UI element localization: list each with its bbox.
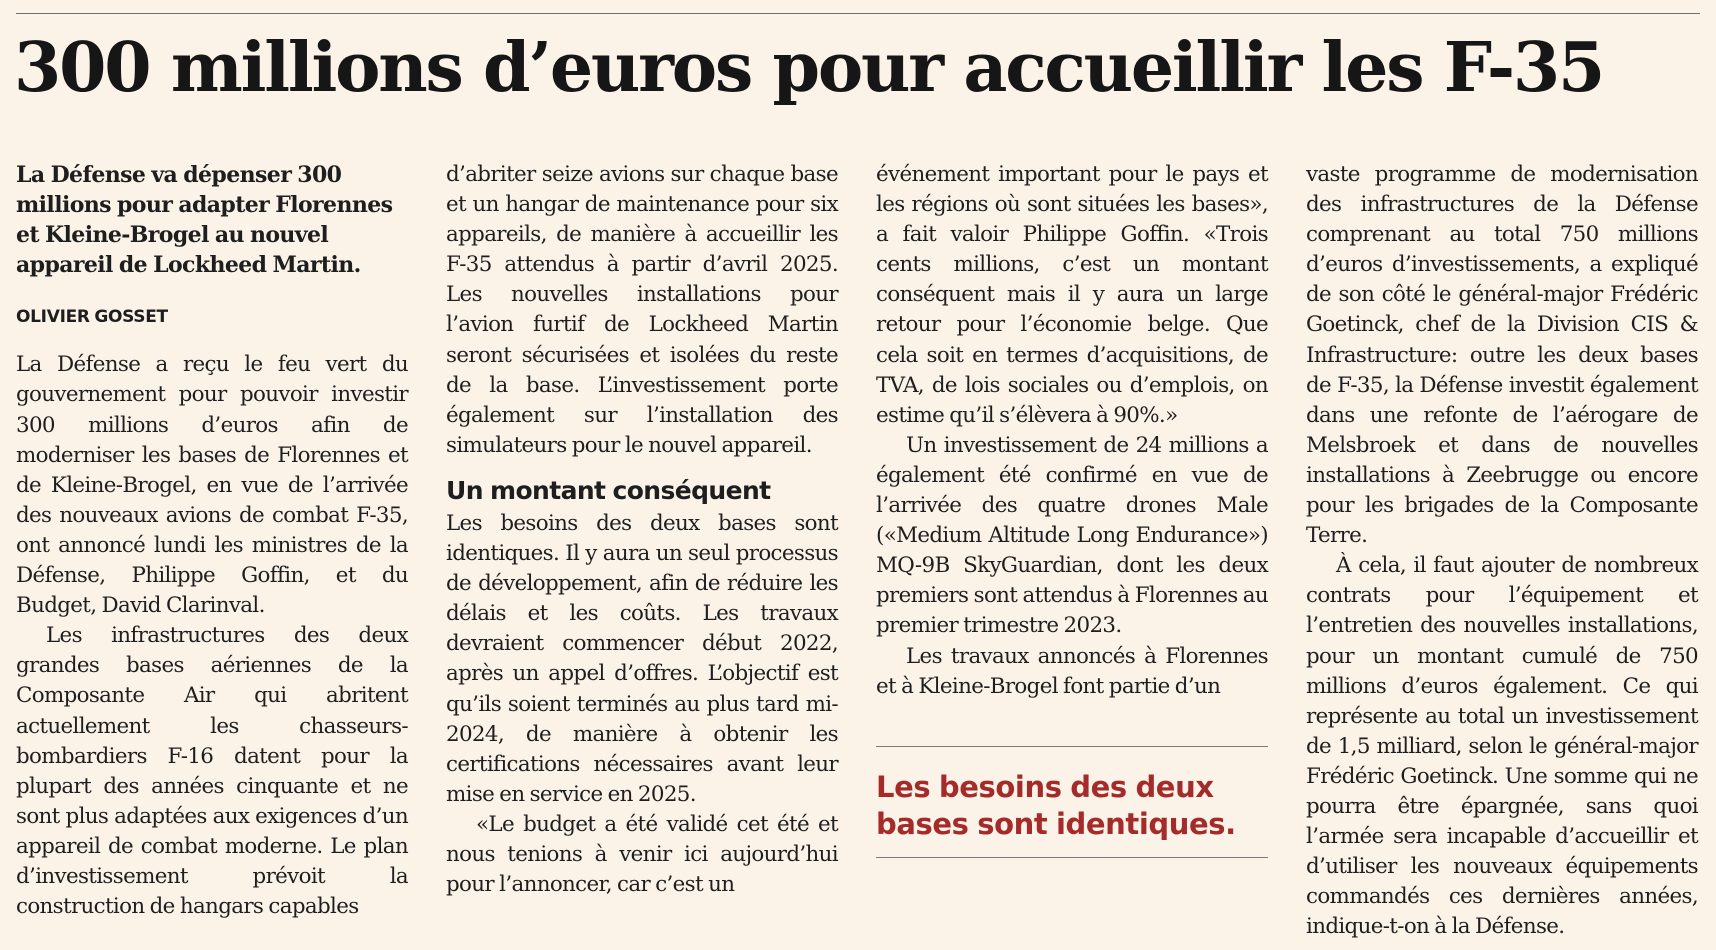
article-headline: 300 millions d’euros pour accueillir les F-35 (14, 28, 1604, 108)
body-paragraph: À cela, il faut ajouter de nombreux contrats pour l’équipement et l’entretien des nouvelles installations, pour un montant cumulé de 750 millions d’euros également. Ce qui représente au total un investissement de 1,5 milliard, selon le général-major Frédéric Goetinck. Une somme qui ne pourra être épargnée, sans quoi l’armée sera incapable d’accueillir et d’utiliser les nouveaux équipements commandés ces dernières années, indique-t-on à la Défense. (1306, 553, 1698, 940)
body-paragraph: vaste programme de modernisation des infrastructures de la Défense comprenant au total 750 millions d’euros d’investissements, a expliqué de son côté le général-major Frédéric Goetinck, chef de la Division CIS & Infrastructure: outre les deux bases de F-35, la Défense investit également dans une refonte de l’aérogare de Melsbroek et dans de nouvelles installations à Zeebrugge ou encore pour les brigades de la Composante Terre. (1306, 162, 1698, 549)
article-lead: La Défense va dépenser 300 millions pour adapter Florennes et Kleine-Brogel au nouvel appareil de Lockheed Martin. (16, 162, 393, 279)
body-paragraph: Les travaux annoncés à Florennes et à Kleine-Brogel font partie d’un (876, 643, 1268, 699)
pullquote-rule-top (876, 746, 1268, 747)
article-column-3 (876, 160, 1268, 858)
top-rule (16, 13, 1700, 14)
body-paragraph: Les besoins des deux bases sont identiques. Il y aura un seul processus de développement, afin de réduire les délais et les coûts. Les travaux devraient commencer début 2022, après un appel d’offres. L’objectif est qu’ils soient terminés au plus tard mi-2024, de manière à obtenir les certifications nécessaires avant leur mise en service en 2025. (446, 510, 838, 807)
article-column-1 (16, 160, 408, 922)
body-paragraph: Les infrastructures des deux grandes bases aériennes de la Composante Air qui abritent actuellement les chasseurs-bombardiers F-16 datent pour la plupart des années cinquante et ne sont plus adaptées aux exigences d’un appareil de combat moderne. Le plan d’investissement prévoit la construction de hangars capables (16, 623, 408, 920)
body-paragraph: événement important pour le pays et les régions où sont situées les bases», a fait valoir Philippe Goffin. «Trois cents millions, c’est un montant conséquent mais il y aura un large retour pour l’économie belge. Que cela soit en termes d’acquisitions, de TVA, de lois sociales ou d’emplois, on estime qu’il s’élèvera à 90%.» (876, 162, 1268, 428)
author-byline: OLIVIER GOSSET (16, 307, 168, 328)
article-column-4 (1306, 160, 1698, 942)
pullquote-rule-bottom (876, 857, 1268, 858)
pull-quote: Les besoins des deux bases sont identiques. (876, 769, 1236, 841)
body-paragraph: d’abriter seize avions sur chaque base et un hangar de maintenance pour six appareils, de manière à accueillir les F-35 attendus à partir d’avril 2025. Les nouvelles installations pour l’avion furtif de Lockheed Martin seront sécurisées et isolées du reste de la base. L’investissement porte également sur l’installation des simulateurs pour le nouvel appareil. (446, 162, 838, 458)
body-paragraph: «Le budget a été validé cet été et nous tenions à venir ici aujourd’hui pour l’annoncer, car c’est un (446, 811, 838, 898)
body-paragraph: La Défense a reçu le feu vert du gouvernement pour pouvoir investir 300 millions d’euros afin de moderniser les bases de Florennes et de Kleine-Brogel, en vue de l’arrivée des nouveaux avions de combat F-35, ont annoncé lundi les ministres de la Défense, Philippe Goffin, et du Budget, David Clarinval. (16, 352, 408, 619)
body-paragraph: Un investissement de 24 millions a également été confirmé en vue de l’arrivée des quatre drones Male («Medium Altitude Long Endurance») MQ-9B SkyGuardian, dont les deux premiers sont attendus à Florennes au premier trimestre 2023. (876, 432, 1268, 639)
section-subheading: Un montant conséquent (446, 475, 771, 505)
article-column-2 (446, 160, 838, 900)
